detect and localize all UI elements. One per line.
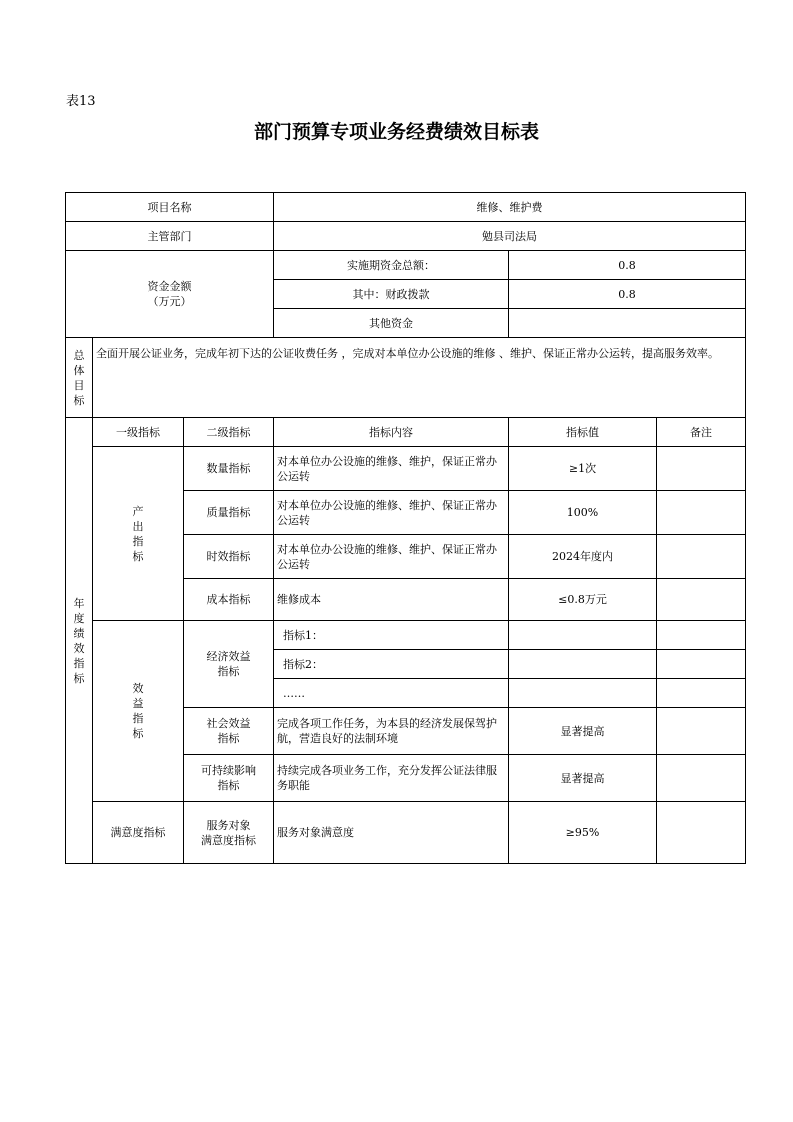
- output-indicator-label-text: 产 出 指 标: [132, 504, 144, 563]
- fiscal-funds-value: 0.8: [509, 280, 746, 309]
- other-funds-label: 其他资金: [274, 309, 509, 338]
- fiscal-funds-label: 其中：财政拨款: [274, 280, 509, 309]
- project-name-value: 维修、维护费: [274, 193, 746, 222]
- timeliness-value: 2024年度内: [509, 535, 657, 579]
- page-title: 部门预算专项业务经费绩效目标表: [253, 121, 539, 143]
- cost-indicator: 成本指标: [184, 579, 274, 621]
- quantity-remark: [657, 447, 746, 491]
- satisfaction-level2: [184, 802, 274, 864]
- quality-value: 100%: [509, 491, 657, 535]
- project-name-label: 项目名称: [66, 193, 274, 222]
- economic-item-2-value: [509, 650, 657, 679]
- table-number: 表13: [66, 94, 96, 109]
- benefit-indicator-label: [93, 621, 184, 802]
- header-content: 指标内容: [274, 418, 509, 447]
- overall-goal-label-text: 总 体 目 标: [73, 348, 85, 407]
- economic-item-2: [274, 650, 509, 679]
- economic-item-3-text: ……: [283, 686, 305, 700]
- cost-content: 维修成本: [274, 579, 509, 621]
- header-remark: 备注: [657, 418, 746, 447]
- quantity-content: 对本单位办公设施的维修、维护，保证正常办公运转: [274, 447, 509, 491]
- satisfaction-value: ≥95%: [509, 802, 657, 864]
- cost-value: ≤0.8万元: [509, 579, 657, 621]
- performance-target-table: [65, 192, 746, 864]
- timeliness-indicator: 时效指标: [184, 535, 274, 579]
- quantity-indicator: 数量指标: [184, 447, 274, 491]
- quantity-value: ≥1次: [509, 447, 657, 491]
- satisfaction-content: 服务对象满意度: [274, 802, 509, 864]
- economic-item-2-text: 指标2：: [283, 657, 323, 671]
- satisfaction-remark: [657, 802, 746, 864]
- sustain-indicator-text: 可持续影响 指标: [201, 764, 256, 792]
- economic-item-3-value: [509, 679, 657, 708]
- social-value: 显著提高: [509, 708, 657, 755]
- sustain-value: 显著提高: [509, 755, 657, 802]
- economic-item-3: [274, 679, 509, 708]
- social-content: 完成各项工作任务，为本县的经济发展保驾护航，营造良好的法制环境: [274, 708, 509, 755]
- sustain-content: 持续完成各项业务工作，充分发挥公证法律服务职能: [274, 755, 509, 802]
- quality-remark: [657, 491, 746, 535]
- output-indicator-label: [93, 447, 184, 621]
- social-indicator: [184, 708, 274, 755]
- annual-indicator-label-text: 年 度 绩 效 指 标: [73, 596, 85, 685]
- economic-item-3-remark: [657, 679, 746, 708]
- other-funds-value: [509, 309, 746, 338]
- benefit-indicator-label-text: 效 益 指 标: [132, 682, 144, 740]
- satisfaction-indicator-label: 满意度指标: [93, 802, 184, 864]
- economic-item-1-remark: [657, 621, 746, 650]
- overall-goal-text: 全面开展公证业务，完成年初下达的公证收费任务 ，完成对本单位办公设施的维修 、维护、保证正常办公运转，提高服务效率。: [93, 338, 746, 418]
- economic-item-2-remark: [657, 650, 746, 679]
- funds-label-line1: 资金金额: [147, 280, 192, 293]
- header-level1: 一级指标: [93, 418, 184, 447]
- sustain-indicator: [184, 755, 274, 802]
- economic-item-1-text: 指标1：: [283, 628, 323, 642]
- quality-indicator: 质量指标: [184, 491, 274, 535]
- dept-value: 勉县司法局: [274, 222, 746, 251]
- timeliness-content: 对本单位办公设施的维修、维护、保证正常办公运转: [274, 535, 509, 579]
- satisfaction-level2-text: 服务对象 满意度指标: [201, 818, 256, 847]
- economic-item-1: [274, 621, 509, 650]
- dept-label: 主管部门: [66, 222, 274, 251]
- header-value: 指标值: [509, 418, 657, 447]
- cost-remark: [657, 579, 746, 621]
- social-remark: [657, 708, 746, 755]
- economic-indicator: [184, 621, 274, 708]
- sustain-remark: [657, 755, 746, 802]
- timeliness-remark: [657, 535, 746, 579]
- quality-content: 对本单位办公设施的维修、维护、保证正常办公运转: [274, 491, 509, 535]
- header-level2: 二级指标: [184, 418, 274, 447]
- social-indicator-text: 社会效益 指标: [206, 717, 251, 745]
- total-funds-label: 实施期资金总额：: [274, 251, 509, 280]
- annual-indicator-label: [66, 418, 93, 864]
- economic-item-1-value: [509, 621, 657, 650]
- economic-indicator-text: 经济效益 指标: [206, 650, 251, 678]
- total-funds-value: 0.8: [509, 251, 746, 280]
- overall-goal-label: [66, 338, 93, 418]
- funds-label: [66, 251, 274, 338]
- funds-label-line2: （万元）: [147, 295, 192, 308]
